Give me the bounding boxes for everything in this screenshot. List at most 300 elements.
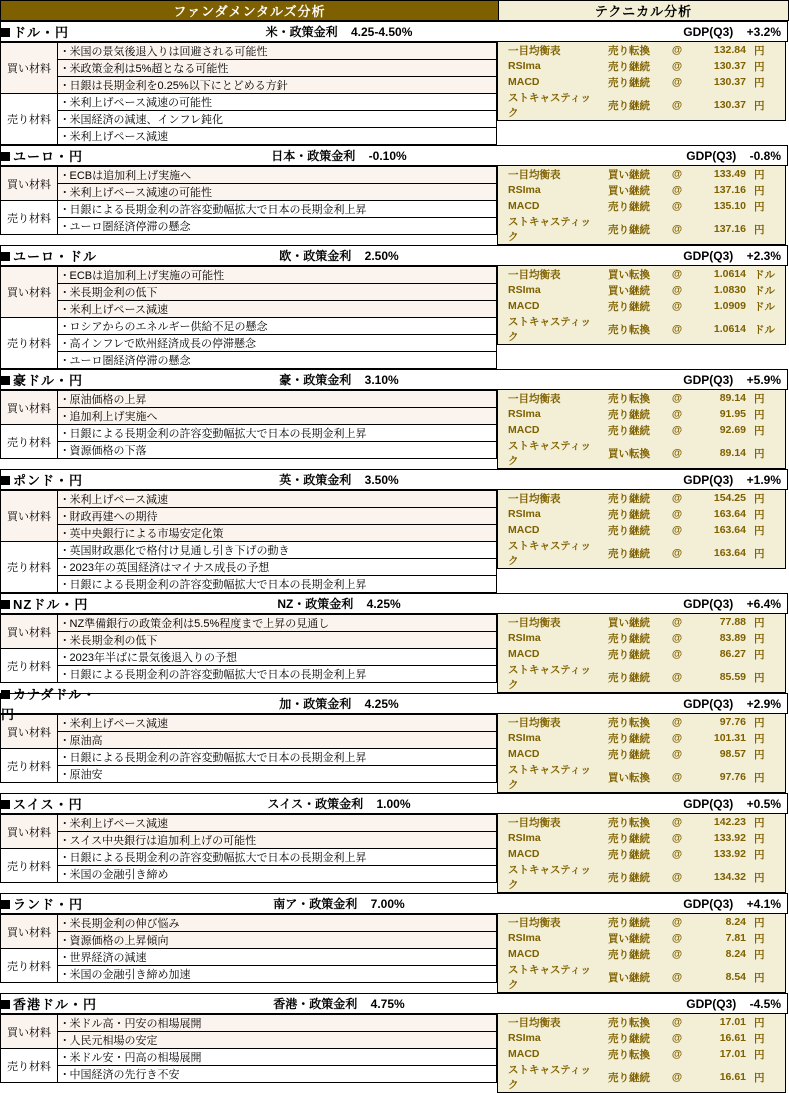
buy-item: ･ 米長期金利の低下 (58, 632, 497, 649)
indicator-row (498, 166, 785, 182)
at-symbol: @ (671, 60, 683, 72)
gdp-value: +2.9% (746, 696, 781, 711)
indicator-value: 132.84 (713, 44, 746, 56)
indicator-signal: 売り転換 (608, 816, 650, 829)
sell-label: 売り材料 (1, 949, 58, 983)
indicator-signal: 売り継続 (608, 408, 650, 421)
sell-item: ･ 原油安 (58, 766, 497, 783)
policy-rate-label: 欧・政策金利 (279, 248, 352, 263)
indicator-unit: 円 (754, 716, 765, 729)
at-symbol: @ (671, 223, 683, 235)
indicator-name: MACD (508, 1048, 540, 1060)
indicator-signal: 売り継続 (608, 632, 650, 645)
buy-item: ･ 米利上げペース減速 (58, 815, 497, 832)
indicator-unit: 円 (754, 616, 765, 629)
sell-item: ･ 米国の金融引き締め加速 (58, 966, 497, 983)
at-symbol: @ (671, 323, 683, 335)
at-symbol: @ (671, 547, 683, 559)
buy-label: 買い材料 (1, 43, 58, 94)
indicator-name: ストキャスティック (508, 764, 591, 791)
gdp-label: GDP(Q3) (686, 148, 737, 163)
indicator-unit: 円 (754, 748, 765, 761)
indicator-signal: 売り継続 (608, 1032, 650, 1045)
indicator-row (498, 746, 785, 762)
at-symbol: @ (671, 871, 683, 883)
indicator-signal: 売り継続 (608, 99, 650, 112)
indicator-name: ストキャスティック (508, 92, 591, 119)
currency-block (0, 245, 786, 369)
sell-item: ･ 日銀による長期金利の許容変動幅拡大で日本の長期金利上昇 (58, 749, 497, 766)
fundamentals-cell (0, 1014, 497, 1093)
policy-rate-label: NZ・政策金利 (277, 596, 354, 611)
pair-title-row (0, 245, 788, 266)
indicator-row (498, 730, 785, 746)
policy-rate-value: 1.00% (376, 796, 411, 811)
buy-item: ･ 資源価格の上昇傾向 (58, 932, 497, 949)
at-symbol: @ (671, 99, 683, 111)
indicator-value: 16.61 (719, 1032, 746, 1044)
indicator-name: 一目均衡表 (508, 392, 561, 405)
technical-cell (497, 42, 786, 145)
pair-name: 香港ドル・円 (13, 996, 98, 1012)
at-symbol: @ (671, 671, 683, 683)
policy-rate-value: 2.50% (364, 248, 399, 263)
indicator-row (498, 314, 785, 344)
currency-block (0, 686, 786, 793)
gdp-value: +6.4% (746, 596, 781, 611)
at-symbol: @ (671, 971, 683, 983)
indicator-value: 135.10 (713, 200, 746, 212)
pair-name: スイス・円 (13, 796, 83, 812)
policy-rate-value: 4.25% (364, 696, 399, 711)
indicator-name: MACD (508, 76, 540, 88)
indicator-value: 130.37 (713, 99, 746, 111)
sell-item: ･ 米ドル安・円高の相場展開 (58, 1049, 497, 1066)
sell-item: ･ 米国の金融引き締め (58, 866, 497, 883)
pair-title-row (0, 593, 788, 614)
indicator-unit: 円 (754, 871, 765, 884)
block-body (0, 266, 786, 369)
fundamentals-cell (0, 266, 497, 369)
buy-label: 買い材料 (1, 615, 58, 649)
at-symbol: @ (671, 648, 683, 660)
indicator-name: 一目均衡表 (508, 716, 561, 729)
gdp-label: GDP(Q3) (683, 896, 734, 911)
technical-cell (497, 814, 786, 893)
indicator-name: RSIma (508, 732, 541, 744)
sell-label: 売り材料 (1, 94, 58, 145)
indicator-row (498, 422, 785, 438)
indicator-name: 一目均衡表 (508, 168, 561, 181)
indicator-value: 98.57 (719, 748, 746, 760)
pair-title-row (0, 21, 788, 42)
bullet-square-icon (1, 900, 10, 909)
sell-item: ･ ロシアからのエネルギー供給不足の懸念 (58, 318, 497, 335)
block-body (0, 614, 786, 693)
indicator-name: ストキャスティック (508, 664, 591, 691)
buy-label: 買い材料 (1, 391, 58, 425)
indicator-unit: 円 (754, 524, 765, 537)
policy-rate-label: 英・政策金利 (279, 472, 352, 487)
indicator-name: 一目均衡表 (508, 44, 561, 57)
indicator-name: ストキャスティック (508, 864, 591, 891)
gdp-value: +0.5% (746, 796, 781, 811)
indicator-signal: 買い継続 (608, 932, 650, 945)
indicator-unit: 円 (754, 99, 765, 112)
buy-label: 買い材料 (1, 491, 58, 542)
indicator-row (498, 214, 785, 244)
buy-label: 買い材料 (1, 267, 58, 318)
indicator-row (498, 614, 785, 630)
gdp-label: GDP(Q3) (683, 696, 734, 711)
sell-item: ･ 高インフレで欧州経済成長の停滞懸念 (58, 335, 497, 352)
indicator-row (498, 506, 785, 522)
indicator-row (498, 646, 785, 662)
indicator-signal: 売り継続 (608, 547, 650, 560)
currency-block (0, 593, 786, 693)
indicator-value: 17.01 (719, 1048, 746, 1060)
indicator-row (498, 1014, 785, 1030)
bullet-square-icon (1, 1000, 10, 1009)
sell-item: ･ 英国財政悪化で格付け見通し引き下げの動き (58, 542, 497, 559)
indicator-signal: 売り継続 (608, 732, 650, 745)
fundamentals-cell (0, 166, 497, 245)
pair-name: NZドル・円 (13, 596, 89, 612)
indicator-row (498, 714, 785, 730)
indicator-value: 137.16 (713, 223, 746, 235)
indicator-unit: 円 (754, 916, 765, 929)
buy-item: ･ 米利上げペース減速 (58, 715, 497, 732)
indicator-value: 8.24 (725, 948, 746, 960)
indicator-value: 8.54 (725, 971, 746, 983)
block-body (0, 914, 786, 993)
at-symbol: @ (671, 948, 683, 960)
technical-cell (497, 1014, 786, 1093)
indicator-signal: 売り継続 (608, 492, 650, 505)
policy-rate-value: 4.25% (366, 596, 401, 611)
sell-item: ･ ユーロ圏経済停滞の懸念 (58, 352, 497, 369)
technical-cell (497, 714, 786, 793)
indicator-row (498, 522, 785, 538)
bullet-square-icon (1, 252, 10, 261)
indicator-value: 1.0830 (713, 284, 746, 296)
indicator-value: 133.92 (713, 832, 746, 844)
indicator-unit: 円 (754, 547, 765, 560)
indicator-value: 101.31 (713, 732, 746, 744)
indicator-signal: 売り継続 (608, 916, 650, 929)
buy-item: ･ NZ準備銀行の政策金利は5.5%程度まで上昇の見通し (58, 615, 497, 632)
pair-title-row (0, 793, 788, 814)
pair-name: ユーロ・ドル (13, 248, 98, 264)
policy-rate-value: 7.00% (370, 896, 405, 911)
indicator-signal: 売り転換 (608, 1016, 650, 1029)
indicator-signal: 売り継続 (608, 508, 650, 521)
technical-cell (497, 266, 786, 369)
sell-label: 売り材料 (1, 749, 58, 783)
indicator-name: RSIma (508, 1032, 541, 1044)
indicator-row (498, 282, 785, 298)
pair-name: カナダドル・円 (1, 686, 97, 722)
sell-item: ･ 2023年の英国経済はマイナス成長の予想 (58, 559, 497, 576)
block-body (0, 1014, 786, 1093)
indicator-row (498, 198, 785, 214)
bullet-square-icon (1, 28, 10, 37)
indicator-signal: 売り継続 (608, 200, 650, 213)
at-symbol: @ (671, 392, 683, 404)
indicator-value: 92.69 (719, 424, 746, 436)
indicator-name: MACD (508, 300, 540, 312)
indicator-signal: 買い継続 (608, 184, 650, 197)
indicator-unit: 円 (754, 200, 765, 213)
indicator-value: 91.95 (719, 408, 746, 420)
sell-item: ･ 米利上げペース減速 (58, 128, 497, 145)
indicator-row (498, 390, 785, 406)
indicator-name: ストキャスティック (508, 1064, 591, 1091)
indicator-name: MACD (508, 648, 540, 660)
indicator-name: 一目均衡表 (508, 1016, 561, 1029)
buy-item: ･ 日銀は長期金利を0.25%以下にとどめる方針 (58, 77, 497, 94)
indicator-signal: 買い転換 (608, 771, 650, 784)
indicator-row (498, 490, 785, 506)
buy-item: ･ ECBは追加利上げ実施へ (58, 167, 497, 184)
policy-rate-value: -0.10% (368, 148, 407, 163)
indicator-unit: 円 (754, 1032, 765, 1045)
at-symbol: @ (671, 916, 683, 928)
indicator-signal: 売り継続 (608, 223, 650, 236)
at-symbol: @ (671, 424, 683, 436)
at-symbol: @ (671, 44, 683, 56)
currency-block (0, 21, 786, 145)
indicator-unit: 円 (754, 771, 765, 784)
buy-label: 買い材料 (1, 167, 58, 201)
currency-block (0, 893, 786, 993)
gdp-label: GDP(Q3) (683, 248, 734, 263)
indicator-row (498, 182, 785, 198)
indicator-unit: 円 (754, 832, 765, 845)
currency-block (0, 793, 786, 893)
indicator-value: 89.14 (719, 392, 746, 404)
indicator-unit: 円 (754, 732, 765, 745)
indicator-value: 86.27 (719, 648, 746, 660)
indicator-unit: ドル (754, 323, 775, 336)
buy-item: ･ 英中央銀行による市場安定化策 (58, 525, 497, 542)
policy-rate-label: 南ア・政策金利 (273, 896, 358, 911)
fundamentals-cell (0, 714, 497, 793)
sell-item: ･ 米利上げペース減速の可能性 (58, 94, 497, 111)
indicator-name: ストキャスティック (508, 316, 591, 343)
indicator-unit: 円 (754, 184, 765, 197)
indicator-unit: 円 (754, 392, 765, 405)
policy-rate-label: 日本・政策金利 (271, 148, 356, 163)
indicator-unit: ドル (754, 268, 775, 281)
indicator-unit: 円 (754, 1048, 765, 1061)
technical-cell (497, 490, 786, 593)
policy-rate-value: 4.25-4.50% (350, 24, 413, 39)
block-body (0, 390, 786, 469)
indicator-row (498, 962, 785, 992)
indicator-name: RSIma (508, 184, 541, 196)
pair-title-row (0, 993, 788, 1014)
pair-name: ポンド・円 (13, 472, 84, 488)
gdp-value: +5.9% (746, 372, 781, 387)
indicator-value: 133.92 (713, 848, 746, 860)
indicator-unit: 円 (754, 948, 765, 961)
indicator-value: 77.88 (719, 616, 746, 628)
currency-block (0, 469, 786, 593)
sell-item: ･ 日銀による長期金利の許容変動幅拡大で日本の長期金利上昇 (58, 666, 497, 683)
at-symbol: @ (671, 200, 683, 212)
indicator-name: MACD (508, 524, 540, 536)
header-fundamental: ファンダメンタルズ分析 (1, 1, 499, 21)
indicator-signal: 売り転換 (608, 392, 650, 405)
buy-item: ･ 追加利上げ実施へ (58, 408, 497, 425)
sell-item: ･ 日銀による長期金利の許容変動幅拡大で日本の長期金利上昇 (58, 576, 497, 593)
indicator-row (498, 438, 785, 468)
buy-item: ･ 米利上げペース減速 (58, 301, 497, 318)
at-symbol: @ (671, 716, 683, 728)
indicator-signal: 売り継続 (608, 832, 650, 845)
indicator-signal: 買い継続 (608, 168, 650, 181)
at-symbol: @ (671, 816, 683, 828)
indicator-unit: 円 (754, 44, 765, 57)
block-body (0, 166, 786, 245)
bullet-square-icon (1, 600, 10, 609)
indicator-row (498, 58, 785, 74)
indicator-value: 8.24 (725, 916, 746, 928)
at-symbol: @ (671, 184, 683, 196)
blocks-container (0, 21, 786, 1093)
buy-item: ･ 米長期金利の低下 (58, 284, 497, 301)
indicator-name: ストキャスティック (508, 216, 591, 243)
at-symbol: @ (671, 492, 683, 504)
indicator-row (498, 846, 785, 862)
indicator-unit: 円 (754, 223, 765, 236)
indicator-name: MACD (508, 848, 540, 860)
gdp-value: -4.5% (749, 996, 781, 1011)
indicator-name: RSIma (508, 284, 541, 296)
fundamentals-cell (0, 490, 497, 593)
indicator-signal: 売り継続 (608, 748, 650, 761)
at-symbol: @ (671, 447, 683, 459)
at-symbol: @ (671, 284, 683, 296)
indicator-name: RSIma (508, 508, 541, 520)
indicator-name: RSIma (508, 632, 541, 644)
sell-item: ･ 2023年半ばに景気後退入りの予想 (58, 649, 497, 666)
technical-cell (497, 166, 786, 245)
indicator-value: 97.76 (719, 771, 746, 783)
indicator-name: 一目均衡表 (508, 816, 561, 829)
indicator-value: 137.16 (713, 184, 746, 196)
indicator-name: MACD (508, 424, 540, 436)
buy-item: ･ スイス中央銀行は追加利上げの可能性 (58, 832, 497, 849)
at-symbol: @ (671, 848, 683, 860)
policy-rate-label: スイス・政策金利 (267, 796, 364, 811)
header-row (0, 0, 789, 21)
indicator-name: 一目均衡表 (508, 916, 561, 929)
indicator-unit: 円 (754, 632, 765, 645)
buy-item: ･ 米国の景気後退入りは回避される可能性 (58, 43, 497, 60)
indicator-unit: ドル (754, 300, 775, 313)
indicator-name: ストキャスティック (508, 440, 591, 467)
indicator-signal: 売り継続 (608, 871, 650, 884)
sell-label: 売り材料 (1, 542, 58, 593)
indicator-value: 97.76 (719, 716, 746, 728)
indicator-row (498, 1030, 785, 1046)
at-symbol: @ (671, 748, 683, 760)
gdp-value: -0.8% (749, 148, 781, 163)
sell-item: ･ 日銀による長期金利の許容変動幅拡大で日本の長期金利上昇 (58, 425, 497, 442)
bullet-square-icon (1, 476, 10, 485)
indicator-signal: 買い転換 (608, 447, 650, 460)
pair-name: 豪ドル・円 (13, 372, 84, 388)
fundamentals-cell (0, 914, 497, 993)
at-symbol: @ (671, 524, 683, 536)
indicator-value: 1.0614 (713, 323, 746, 335)
technical-cell (497, 390, 786, 469)
indicator-value: 130.37 (713, 76, 746, 88)
indicator-signal: 売り継続 (608, 524, 650, 537)
indicator-signal: 売り継続 (608, 671, 650, 684)
buy-label: 買い材料 (1, 1015, 58, 1049)
indicator-value: 163.64 (713, 547, 746, 559)
indicator-signal: 売り継続 (608, 60, 650, 73)
at-symbol: @ (671, 1016, 683, 1028)
at-symbol: @ (671, 408, 683, 420)
indicator-row (498, 90, 785, 120)
fundamentals-cell (0, 390, 497, 469)
indicator-unit: 円 (754, 816, 765, 829)
policy-rate-value: 3.10% (364, 372, 399, 387)
sell-item: ･ 米国経済の減速、インフレ鈍化 (58, 111, 497, 128)
bullet-square-icon (1, 690, 10, 699)
indicator-unit: 円 (754, 648, 765, 661)
pair-name: ドル・円 (13, 24, 70, 40)
sell-item: ･ 資源価格の下落 (58, 442, 497, 459)
block-body (0, 714, 786, 793)
policy-rate-label: 豪・政策金利 (279, 372, 352, 387)
buy-label: 買い材料 (1, 815, 58, 849)
indicator-unit: 円 (754, 60, 765, 73)
indicator-name: MACD (508, 200, 540, 212)
indicator-name: ストキャスティック (508, 540, 591, 567)
indicator-signal: 売り転換 (608, 44, 650, 57)
indicator-row (498, 42, 785, 58)
sell-item: ･ ユーロ圏経済停滞の懸念 (58, 218, 497, 235)
indicator-name: MACD (508, 948, 540, 960)
technical-cell (497, 614, 786, 693)
indicator-value: 83.89 (719, 632, 746, 644)
gdp-value: +3.2% (746, 24, 781, 39)
pair-name: ユーロ・円 (13, 148, 84, 164)
indicator-value: 1.0614 (713, 268, 746, 280)
indicator-signal: 売り継続 (608, 76, 650, 89)
indicator-value: 154.25 (713, 492, 746, 504)
indicator-signal: 買い継続 (608, 616, 650, 629)
indicator-unit: ドル (754, 284, 775, 297)
policy-rate-value: 4.75% (370, 996, 405, 1011)
at-symbol: @ (671, 1048, 683, 1060)
policy-rate-value: 3.50% (364, 472, 399, 487)
at-symbol: @ (671, 168, 683, 180)
sell-label: 売り材料 (1, 318, 58, 369)
indicator-value: 1.0909 (713, 300, 746, 312)
sell-item: ･ 日銀による長期金利の許容変動幅拡大で日本の長期金利上昇 (58, 849, 497, 866)
indicator-unit: 円 (754, 168, 765, 181)
indicator-unit: 円 (754, 1071, 765, 1084)
indicator-row (498, 298, 785, 314)
sell-label: 売り材料 (1, 425, 58, 459)
indicator-row (498, 762, 785, 792)
